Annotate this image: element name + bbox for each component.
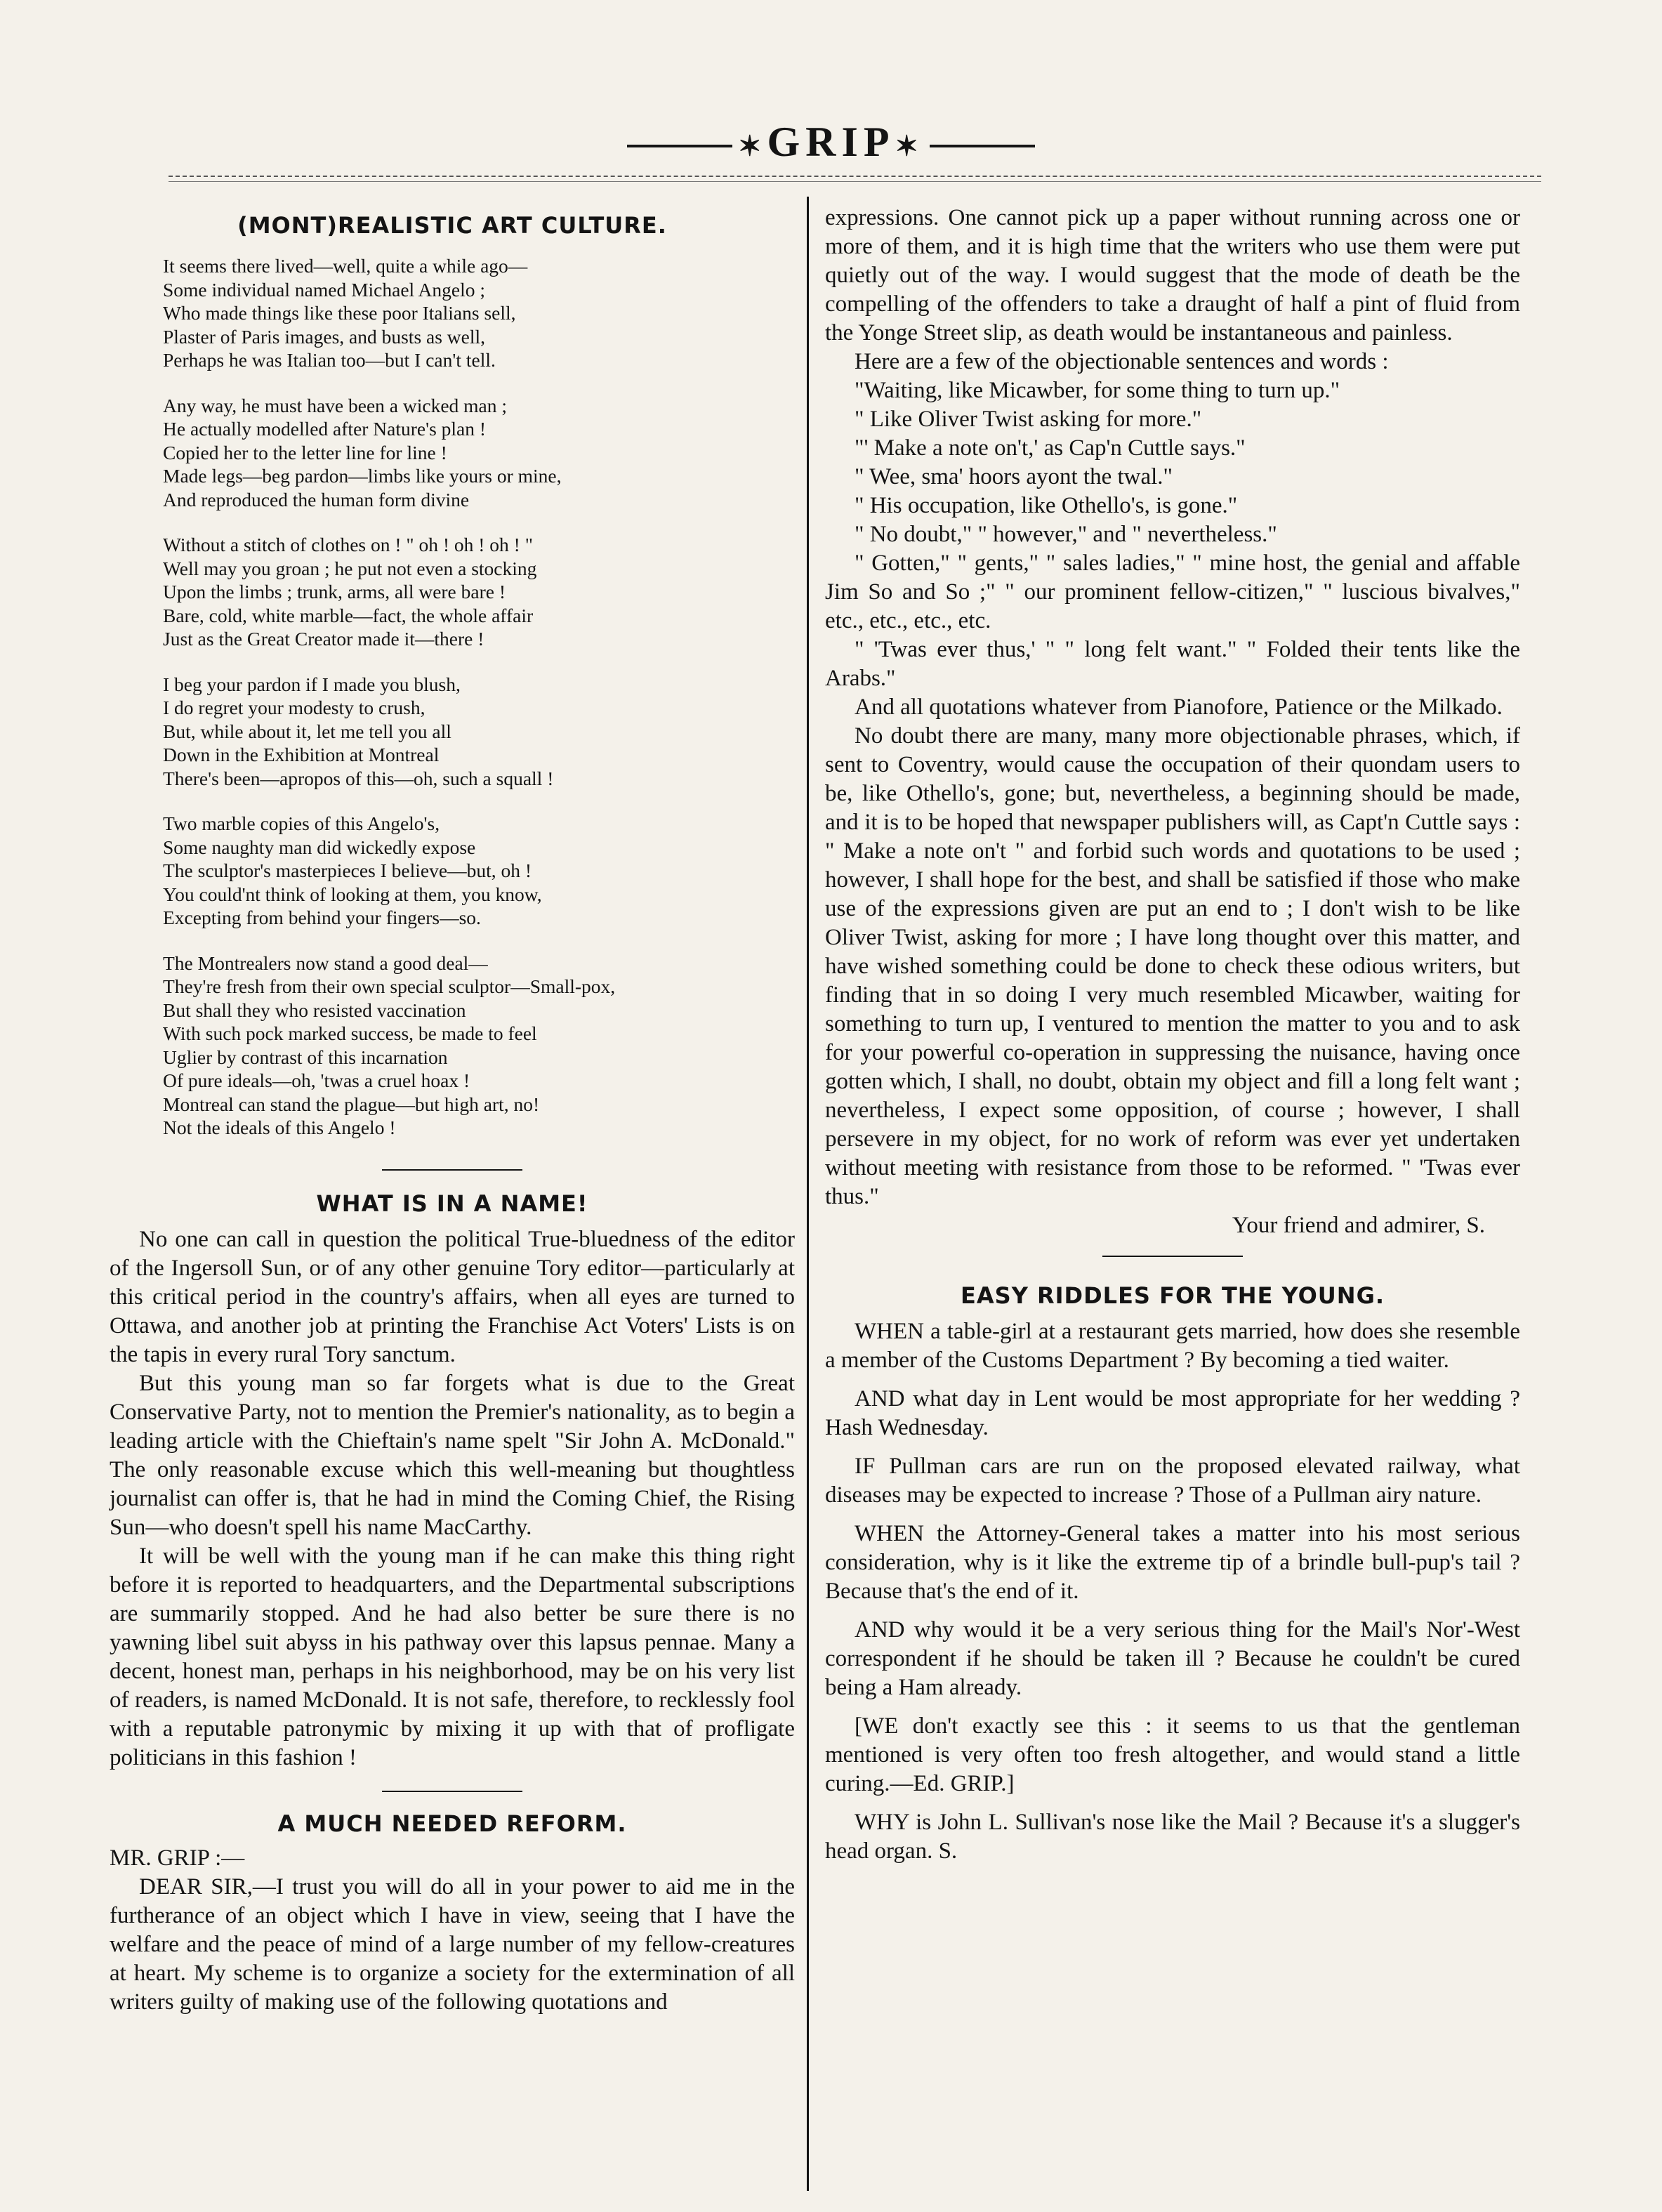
paragraph: It will be well with the young man if he can make this thing right before it is reported to headquarters, and the Departmental subscriptions are summarily stopped. And he had also better be sure there is no yawning libel suit abyss in his pathway over this lapsus pennae. Many a decent, honest man, perhaps in his neighborhood, may be on his very list of readers, is named McDonald. It is not safe, therefore, to recklessly fool with a reputable patronymic by mixing it up with that of profligate politicians in this fashion !	[110, 1543, 795, 1770]
column-divider	[807, 197, 809, 2191]
poem-line: Bare, cold, white marble—fact, the whole affair	[163, 604, 534, 626]
riddle-item: [WE don't exactly see this : it seems to us that the gentleman mentioned is very often too fresh altogether, and would stand a little curing.—Ed. GRIP.]	[825, 1713, 1520, 1796]
poem-line: Made legs—beg pardon—limbs like yours or mine,	[163, 465, 562, 487]
quotation-line: " Gotten," " gents," " sales ladies," " mine host, the genial and affable Jim So and So ;" " our prominent fellow-citizen," " luscious bivalves," etc., etc., etc., etc.	[825, 551, 1520, 633]
poem-line: Just as the Great Creator made it—there !	[163, 628, 484, 650]
poem-line: Perhaps he was Italian too—but I can't tell.	[163, 349, 496, 371]
article-title-name: WHAT IS IN A NAME!	[316, 1190, 588, 1217]
poem-line: Not the ideals of this Angelo !	[163, 1117, 396, 1138]
poem-line: Two marble copies of this Angelo's,	[163, 812, 440, 834]
poem-line: Some naughty man did wickedly expose	[163, 836, 476, 858]
poem-line: Montreal can stand the plague—but high art, no!	[163, 1093, 540, 1115]
poem-line: It seems there lived—well, quite a while ago—	[163, 255, 528, 277]
riddles-title: EASY RIDDLES FOR THE YOUNG.	[961, 1282, 1385, 1309]
poem-line: Down in the Exhibition at Montreal	[163, 744, 440, 765]
paragraph: No one can call in question the political True-bluedness of the editor of the Ingersoll Sun, or of any other genuine Tory editor—particularly at this critical period in the country's affairs, when all eyes are turned to Ottawa, and another job at printing the Franchise Act Voters' Lists is on the tapis in every rural Tory sanctum.	[110, 1226, 795, 1367]
riddle-item: IF Pullman cars are run on the proposed elevated railway, what diseases may be expected to increase ? Those of a Pullman airy nature.	[825, 1454, 1520, 1508]
poem-title: (MONT)REALISTIC ART CULTURE.	[237, 212, 667, 239]
quotation-line: "Waiting, like Micawber, for some thing to turn up."	[855, 378, 1340, 403]
paragraph: And all quotations whatever from Pianofore, Patience or the Milkado.	[855, 694, 1503, 720]
poem-stanza	[163, 952, 795, 1140]
section-separator	[382, 1791, 522, 1792]
quotation-line: " His occupation, like Othello's, is gone."	[855, 493, 1238, 518]
masthead-rule-left	[627, 145, 732, 147]
article-body-name	[110, 1225, 795, 1772]
paragraph: Here are a few of the objectionable sentences and words :	[855, 349, 1389, 374]
header-rule-thin	[169, 181, 1541, 182]
poem-line: The Montrealers now stand a good deal—	[163, 952, 488, 974]
poem-line: Without a stitch of clothes on ! " oh ! oh ! oh ! "	[163, 534, 533, 555]
right-column	[825, 204, 1520, 1876]
masthead-rule-right	[930, 145, 1035, 147]
signature: Your friend and admirer, S.	[1232, 1213, 1485, 1238]
poem-stanza	[163, 673, 795, 791]
poem-line: The sculptor's masterpieces I believe—but, oh !	[163, 860, 532, 881]
poem	[163, 254, 795, 1140]
poem-line: Copied her to the letter line for line !	[163, 441, 447, 463]
poem-line: I do regret your modesty to crush,	[163, 697, 426, 718]
riddle-item: WHEN the Attorney-General takes a matter into his most serious consideration, why is it like the extreme tip of a brindle bull-pup's tail ? Because that's the end of it.	[825, 1521, 1520, 1604]
salutation: MR. GRIP :—	[110, 1845, 245, 1871]
paragraph: But this young man so far forgets what is due to the Great Conservative Party, not to mention the Premier's nationality, as to begin a leading article with the Chieftain's name spelt "Sir John A. McDonald." The only reasonable excuse which this well-meaning but thoughtless journalist can offer is, that he had in mind the Coming Chief, the Rising Sun—who doesn't spell his name MacCarthy.	[110, 1370, 795, 1540]
section-separator	[382, 1169, 522, 1171]
quotation-line: " No doubt," " however," and " nevertheless."	[855, 522, 1277, 547]
masthead-title: GRIP	[767, 119, 895, 165]
quotation-line: "' Make a note on't,' as Cap'n Cuttle says."	[855, 435, 1246, 461]
star-ornament-icon: ✶	[737, 130, 767, 162]
article-body-reform	[110, 1844, 795, 2017]
riddle-item: AND what day in Lent would be most appropriate for her wedding ? Hash Wednesday.	[825, 1386, 1520, 1440]
poem-line: There's been—apropos of this—oh, such a squall !	[163, 767, 554, 789]
quotation-line: " Like Oliver Twist asking for more."	[855, 407, 1202, 432]
paragraph: DEAR SIR,—I trust you will do all in your power to aid me in the furtherance of an object which I have in view, seeing that I have the welfare and the peace of mind of a large number of my fellow-creatures at heart. My scheme is to organize a society for the extermination of all writers guilty of making use of the following quotations and	[110, 1874, 795, 2015]
header-rule	[169, 176, 1541, 177]
poem-line: They're fresh from their own special sculptor—Small-pox,	[163, 975, 616, 997]
poem-stanza	[163, 394, 795, 512]
section-separator	[1102, 1256, 1243, 1257]
poem-line: Upon the limbs ; trunk, arms, all were bare !	[163, 581, 506, 603]
poem-line: Any way, he must have been a wicked man ;	[163, 394, 508, 416]
paragraph: No doubt there are many, many more objectionable phrases, which, if sent to Coventry, would cause the occupation of their quondam users to be, like Othello's, gone; but, nevertheless, a beginning should be made, and it is to be hoped that newspaper publishers will, as Capt'n Cuttle says : " Make a note on't " and forbid such words and quotations to be used ; however, I shall hope for the best, and shall be satisfied if those who make use of the expressions given are put an end to ; I don't wish to be like Oliver Twist, asking for more ; I have long thought over this matter, and have wished something could be done to check these odious writers, but finding that in so doing I very much resembled Micawber, waiting for something to turn up, I ventured to mention the matter to you and to ask for your powerful co-operation in suppressing the nuisance, having once gotten which, I shall, no doubt, obtain my object and fill a long felt want ; nevertheless, I expect some opposition, of course ; however, I shall persevere in my object, for no work of reform was ever yet undertaken without meeting with resistance from those to be reformed. " 'Twas ever thus."	[825, 723, 1520, 1209]
poem-stanza	[163, 812, 795, 930]
poem-line: Plaster of Paris images, and busts as well,	[163, 325, 486, 348]
article-body-reform-continued	[825, 204, 1520, 1240]
poem-line: But shall they who resisted vaccination	[163, 999, 466, 1021]
riddle-item: WHY is John L. Sullivan's nose like the Mail ? Because it's a slugger's head organ. S.	[825, 1810, 1520, 1864]
poem-line: You could'nt think of looking at them, you know,	[163, 883, 542, 905]
left-column	[110, 204, 795, 2017]
poem-line: Who made things like these poor Italians sell,	[163, 302, 516, 324]
poem-line: Well may you groan ; he put not even a stocking	[163, 557, 537, 579]
poem-line: Some individual named Michael Angelo ;	[163, 278, 486, 301]
masthead	[0, 118, 1662, 166]
poem-line: With such pock marked success, be made to feel	[163, 1022, 537, 1044]
poem-line: Excepting from behind your fingers—so.	[163, 907, 481, 928]
poem-line: But, while about it, let me tell you all	[163, 720, 451, 742]
riddles-list	[825, 1317, 1520, 1866]
poem-line: And reproduced the human form divine	[163, 488, 470, 511]
poem-stanza	[163, 533, 795, 651]
quotation-line: " 'Twas ever thus,' " " long felt want." " Folded their tents like the Arabs."	[825, 637, 1520, 691]
poem-line: Uglier by contrast of this incarnation	[163, 1046, 448, 1068]
poem-line: Of pure ideals—oh, 'twas a cruel hoax !	[163, 1069, 470, 1091]
star-ornament-icon: ✶	[895, 130, 925, 162]
quotation-line: " Wee, sma' hoors ayont the twal."	[855, 464, 1173, 489]
poem-line: I beg your pardon if I made you blush,	[163, 673, 461, 695]
poem-line: He actually modelled after Nature's plan !	[163, 418, 487, 440]
poem-stanza	[163, 254, 795, 372]
riddle-item: WHEN a table-girl at a restaurant gets married, how does she resemble a member of the Customs Department ? By becoming a tied waiter.	[825, 1319, 1520, 1373]
article-title-reform: A MUCH NEEDED REFORM.	[277, 1810, 627, 1837]
paragraph: expressions. One cannot pick up a paper without running across one or more of them, and it is high time that the writers who use them were put quietly out of the way. I would suggest that the mode of death be the compelling of the offenders to take a draught of half a pint of fluid from the Yonge Street slip, as death would be instantaneous and painless.	[825, 205, 1520, 345]
riddle-item: AND why would it be a very serious thing for the Mail's Nor'-West correspondent if he should be taken ill ? Because he couldn't be cured being a Ham already.	[825, 1617, 1520, 1700]
